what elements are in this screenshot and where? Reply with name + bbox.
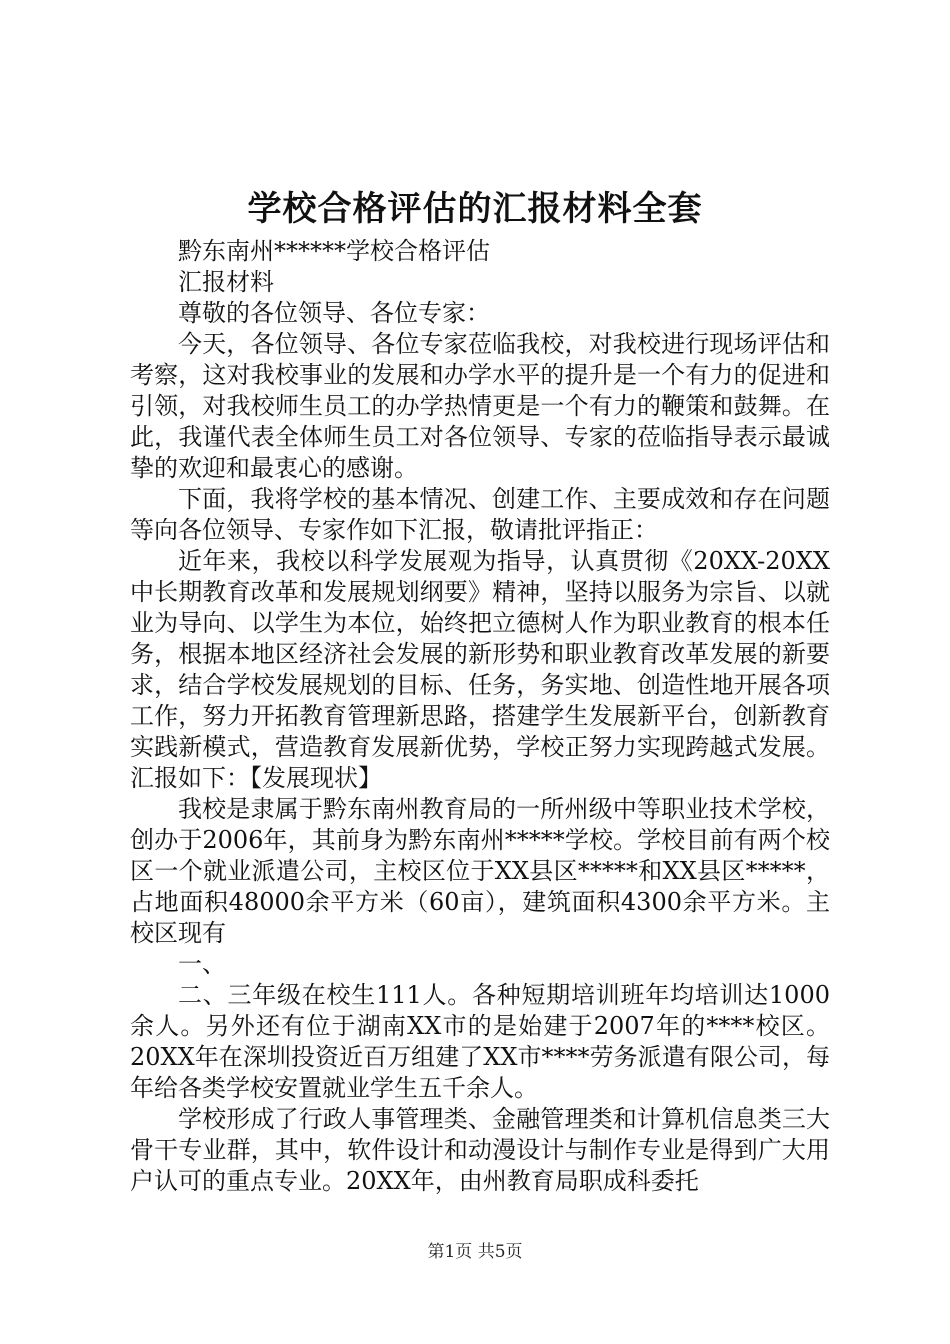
paragraph-school-profile: 我校是隶属于黔东南州教育局的一所州级中等职业技术学校，创办于2006年，其前身为黔东南州*****学校。学校目前有两个校区一个就业派遣公司，主校区位于XX县区*****和XX县区*****，占地面积48000余平方米（60亩），建筑面积4300余平方米。主校区现有 <box>130 795 830 947</box>
paragraph-report-label: 汇报材料 <box>178 268 274 296</box>
paragraph-school-name: 黔东南州******学校合格评估 <box>178 237 490 265</box>
document-title: 学校合格评估的汇报材料全套 <box>247 189 703 229</box>
page-number: 第1页 共5页 <box>427 1242 523 1262</box>
paragraph-list-marker: 一、 <box>178 950 226 978</box>
paragraph-students: 二、三年级在校生111人。各种短期培训班年均培训达1000余人。另外还有位于湖南XX市的是始建于2007年的****校区。20XX年在深圳投资近百万组建了XX市****劳务派遣有限公司，每年给各类学校安置就业学生五千余人。 <box>130 981 830 1102</box>
paragraph-welcome: 今天，各位领导、各位专家莅临我校，对我校进行现场评估和考察，这对我校事业的发展和办学水平的提升是一个有力的促进和引领，对我校师生员工的办学热情更是一个有力的鞭策和鼓舞。在此，我谨代表全体师生员工对各位领导、专家的莅临指导表示最诚挚的欢迎和最衷心的感谢。 <box>130 330 830 482</box>
document-body <box>130 236 830 1197</box>
paragraph-overview: 近年来，我校以科学发展观为指导，认真贯彻《20XX-20XX中长期教育改革和发展规划纲要》精神，坚持以服务为宗旨、以就业为导向、以学生为本位，始终把立德树人作为职业教育的根本任务，根据本地区经济社会发展的新形势和职业教育改革发展的新要求，结合学校发展规划的目标、任务，务实地、创造性地开展各项工作，努力开拓教育管理新思路，搭建学生发展新平台，创新教育实践新模式，营造教育发展新优势，学校正努力实现跨越式发展。汇报如下：【发展现状】 <box>130 547 830 792</box>
paragraph-intro: 下面，我将学校的基本情况、创建工作、主要成效和存在问题等向各位领导、专家作如下汇报，敬请批评指正： <box>130 485 830 544</box>
paragraph-majors: 学校形成了行政人事管理类、金融管理类和计算机信息类三大骨干专业群，其中，软件设计和动漫设计与制作专业是得到广大用户认可的重点专业。20XX年，由州教育局职成科委托 <box>130 1105 830 1195</box>
paragraph-salutation: 尊敬的各位领导、各位专家： <box>178 299 490 327</box>
